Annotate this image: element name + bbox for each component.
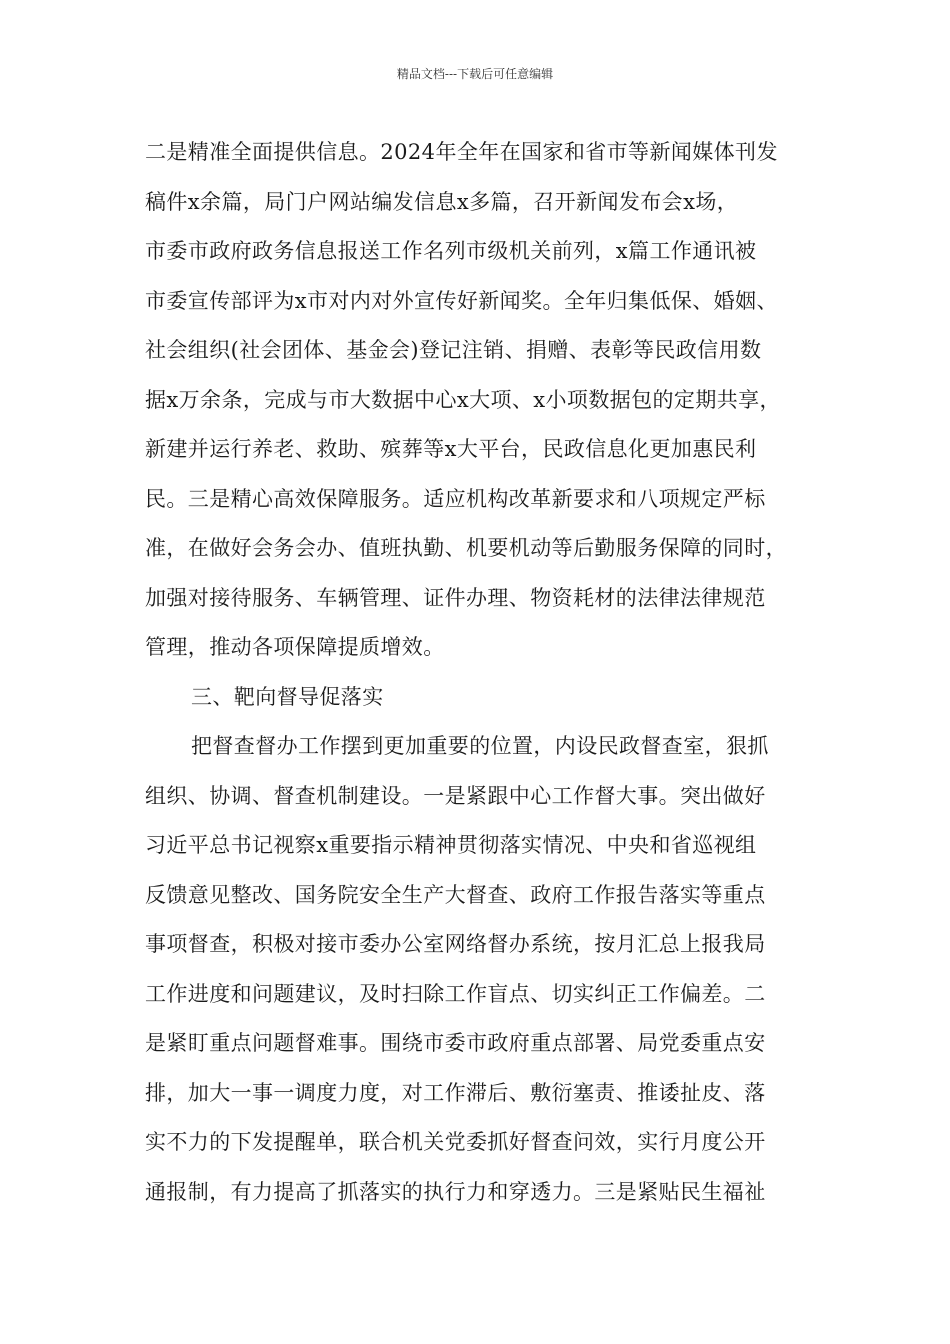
body-line: 管理，推动各项保障提质增效。 <box>145 635 445 659</box>
body-line: 民。三是精心高效保障服务。适应机构改革新要求和八项规定严标 <box>145 486 766 511</box>
body-line: 排，加大一事一调度力度，对工作滞后、敷衍塞责、推诿扯皮、落 <box>145 1080 766 1105</box>
body-line: 市委市政府政务信息报送工作名列市级机关前列，x篇工作通讯被 <box>145 239 757 263</box>
body-line: 准，在做好会务会办、值班执勤、机要机动等后勤服务保障的同时， <box>145 536 787 560</box>
page-header: 精品文档---下载后可任意编辑 <box>396 67 554 81</box>
body-line: 新建并运行养老、救助、殡葬等x大平台，民政信息化更加惠民利 <box>145 437 757 461</box>
body-line: 反馈意见整改、国务院安全生产大督查、政府工作报告落实等重点 <box>145 882 766 907</box>
body-line: 实不力的下发提醒单，联合机关党委抓好督查问效，实行月度公开 <box>145 1130 766 1154</box>
section-heading: 三、靶向督导促落实 <box>191 684 384 709</box>
body-line: 据x万余条，完成与市大数据中心x大项、x小项数据包的定期共享， <box>145 387 781 412</box>
body-line: 通报制，有力提高了抓落实的执行力和穿透力。三是紧贴民生福祉 <box>145 1179 766 1204</box>
body-line: 是紧盯重点问题督难事。围绕市委市政府重点部署、局党委重点安 <box>145 1031 766 1055</box>
body-line: 二是精准全面提供信息。2024年全年在国家和省市等新闻媒体刊发 <box>145 140 778 164</box>
body-line: 稿件x余篇，局门户网站编发信息x多篇，召开新闻发布会x场， <box>145 189 739 214</box>
body-line: 加强对接待服务、车辆管理、证件办理、物资耗材的法律法律规范 <box>145 585 766 610</box>
body-line: 组织、协调、督查机制建设。一是紧跟中心工作督大事。突出做好 <box>145 783 766 808</box>
body-line: 习近平总书记视察x重要指示精神贯彻落实情况、中央和省巡视组 <box>145 833 757 857</box>
body-line: 事项督查，积极对接市委办公室网络督办系统，按月汇总上报我局 <box>145 932 766 956</box>
body-line: 工作进度和问题建议，及时扫除工作盲点、切实纠正工作偏差。二 <box>145 981 766 1006</box>
paragraph-first-line: 把督查督办工作摆到更加重要的位置，内设民政督查室，狠抓 <box>191 734 769 758</box>
document-body <box>145 128 815 1217</box>
body-line: 社会组织(社会团体、基金会)登记注销、捐赠、表彰等民政信用数 <box>145 338 762 362</box>
body-line: 市委宣传部评为x市对内对外宣传好新闻奖。全年归集低保、婚姻、 <box>145 288 778 313</box>
